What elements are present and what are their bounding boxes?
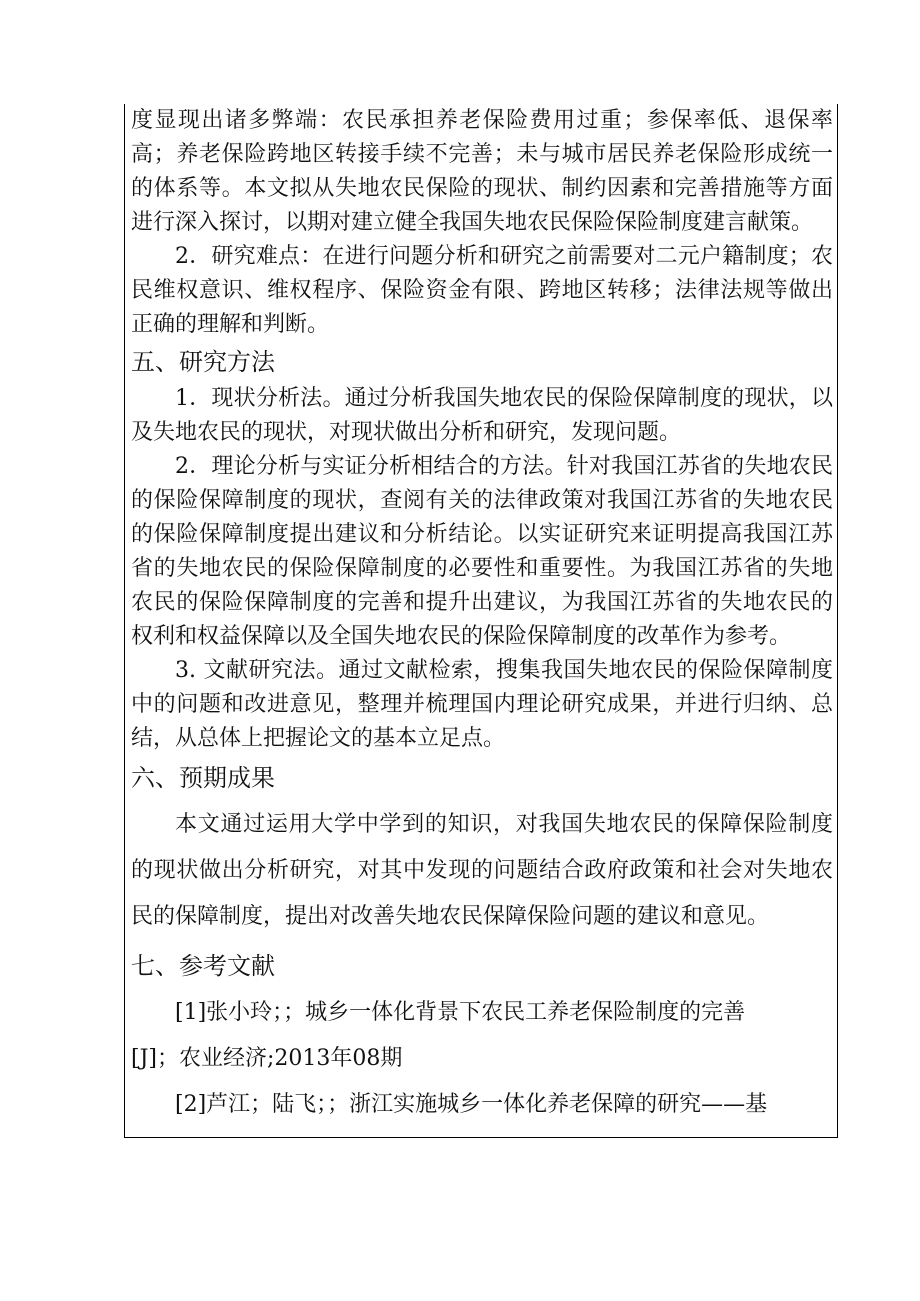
reference-1-line2: [J]；农业经济;2013年08期	[131, 1046, 403, 1071]
method-item-3: 3. 文献研究法。通过文献检索，搜集我国失地农民的保险保障制度中的问题和改进意见，整理并梳理国内理论研究成果，并进行归纳、总结，从总体上把握论文的基本立足点。	[131, 658, 833, 751]
expected-results-body: 本文通过运用大学中学到的知识，对我国失地农民的保障保险制度的现状做出分析研究，对其中发现的问题结合政府政策和社会对失地农民的保障制度，提出对改善失地农民保障保险问题的建议和意见。	[131, 812, 833, 929]
section-heading-methods: 五、研究方法	[131, 348, 275, 376]
reference-2-line1: [2]芦江；陆飞；；浙江实施城乡一体化养老保障的研究——基	[175, 1092, 768, 1117]
paragraph-research-difficulty: 2．研究难点：在进行问题分析和研究之前需要对二元户籍制度；农民维权意识、维权程序、保险资金有限、跨地区转移；法律法规等做出正确的理解和判断。	[131, 244, 833, 337]
paragraph-difficulty-tail: 度显现出诸多弊端：农民承担养老保险费用过重；参保率低、退保率高；养老保险跨地区转接手续不完善；未与城市居民养老保险形成统一的体系等。本文拟从失地农民保险的现状、制约因素和完善措施等方面进行深入探讨，以期对建立健全我国失地农民保险保险制度建言献策。	[131, 108, 833, 235]
method-item-2: 2．理论分析与实证分析相结合的方法。针对我国江苏省的失地农民的保险保障制度的现状，查阅有关的法律政策对我国江苏省的失地农民的保险保障制度提出建议和分析结论。以实证研究来证明提高我国江苏省的失地农民的保险保障制度的必要性和重要性。为我国江苏省的失地农民的保险保障制度的完善和提升出建议，为我国江苏省的失地农民的权利和权益保障以及全国失地农民的保险保障制度的改革作为参考。	[131, 454, 833, 649]
section-heading-references: 七、参考文献	[131, 952, 275, 980]
document-body	[131, 104, 833, 1128]
section-heading-expected-results: 六、预期成果	[131, 764, 275, 792]
reference-1-line1: [1]张小玲；；城乡一体化背景下农民工养老保险制度的完善	[175, 1000, 746, 1025]
reference-item	[131, 990, 833, 1128]
method-item-1: 1．现状分析法。通过分析我国失地农民的保险保障制度的现状，以及失地农民的现状，对现状做出分析和研究，发现问题。	[131, 386, 833, 445]
